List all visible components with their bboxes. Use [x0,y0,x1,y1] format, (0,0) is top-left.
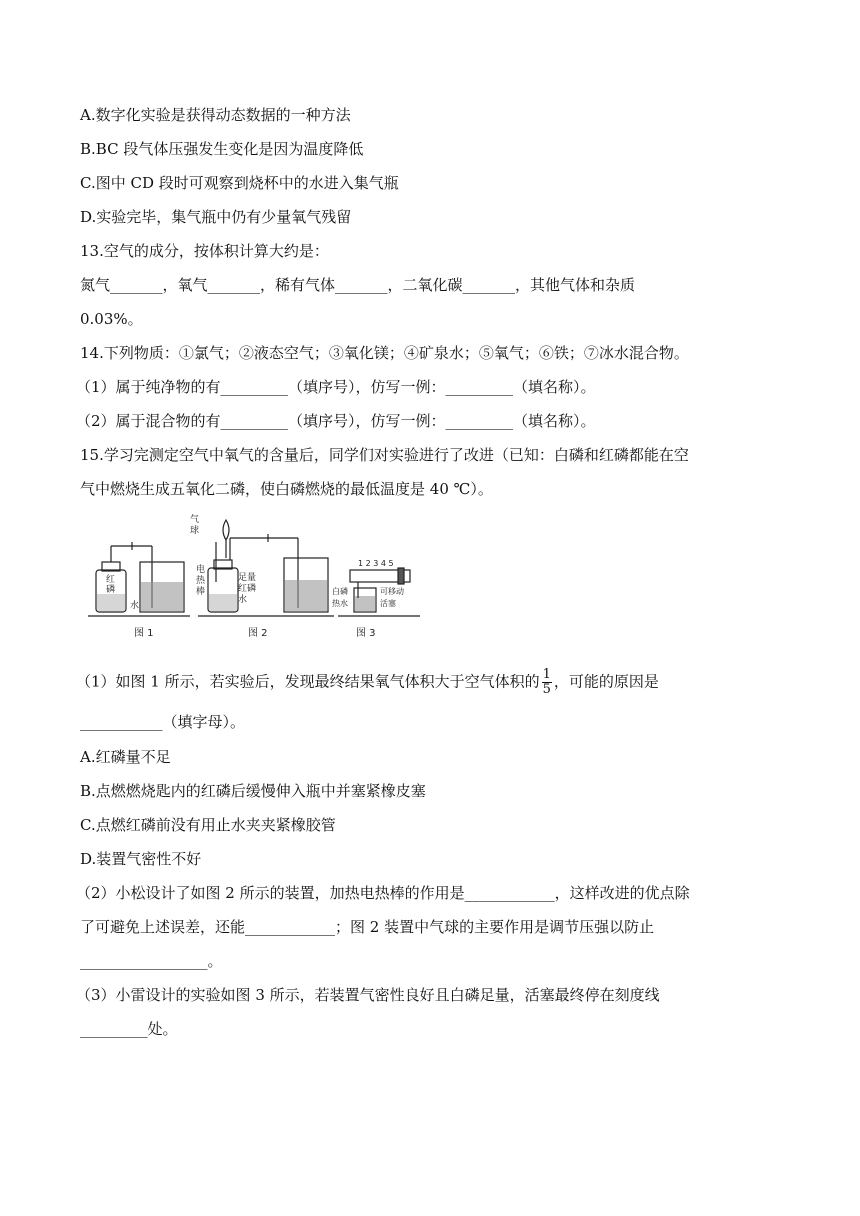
fig3-scale: 1 2 3 4 5 [358,559,394,568]
experiment-figures [88,512,428,647]
question-15-part1-blank: ___________（填字母）。 [80,713,246,731]
question-15-part1 [76,668,659,697]
question-15-part3: （3）小雷设计的实验如图 3 所示，若装置气密性良好且白磷足量，活塞最终停在刻度线 [76,986,660,1004]
fig1-label-water: 水 [130,601,140,611]
fig3-label-piston-2: 活塞 [380,599,396,608]
part1-text-a: （1）如图 1 所示，若实验后，发现最终结果氧气体积大于空气体积的 [76,672,540,691]
option-b-line: B.BC 段气体压强发生变化是因为温度降低 [80,140,364,158]
fig2-label-rod-2: 热 [196,576,206,586]
fraction-numerator: 1 [542,667,551,682]
figure-2-apparatus [198,520,334,616]
fig2-label-balloon-2: 球 [190,526,200,536]
fig2-label-water: 水 [238,595,248,605]
question-14-title: 14.下列物质：①氯气；②液态空气；③氧化镁；④矿泉水；⑤氧气；⑥铁；⑦冰水混合物。 [80,344,689,362]
question-15-title-cont: 气中燃烧生成五氧化二磷，使白磷燃烧的最低温度是 40 ℃）。 [80,480,493,498]
fig3-label-whitep: 白磷 [332,587,348,596]
option-c-line: C.图中 CD 段时可观察到烧杯中的水进入集气瓶 [80,174,399,192]
fig2-label-rod-3: 棒 [196,587,206,597]
fraction-one-fifth [542,668,552,697]
choice-b: B.点燃燃烧匙内的红磷后缓慢伸入瓶中并塞紧橡皮塞 [80,782,426,800]
fig3-caption: 图 3 [356,628,376,639]
fig1-label-red: 红 [106,575,116,585]
choice-c: C.点燃红磷前没有用止水夹夹紧橡胶管 [80,816,336,834]
option-a-line: A.数字化实验是获得动态数据的一种方法 [80,106,351,124]
fig2-label-redp: 红磷 [238,584,257,594]
question-15-part2-blank: _________________。 [80,952,223,970]
fraction-denominator: 5 [542,682,551,697]
question-15-title: 15.学习完测定空气中氧气的含量后，同学们对实验进行了改进（已知：白磷和红磷都能在空 [80,446,689,464]
option-d-line: D.实验完毕，集气瓶中仍有少量氧气残留 [80,208,352,226]
question-14-part1: （1）属于纯净物的有_________（填序号），仿写一例：_________（填名称）。 [76,378,596,396]
question-13-blanks: 氮气_______，氧气_______，稀有气体_______，二氧化碳_______，其他气体和杂质 [80,276,636,294]
part1-text-b: ，可能的原因是 [553,672,659,691]
fig2-label-rod-1: 电 [196,565,206,575]
question-15-part2-cont: 了可避免上述误差，还能____________；图 2 装置中气球的主要作用是调节压强以防止 [80,918,655,936]
fig1-caption: 图 1 [134,628,154,639]
question-13-tail: 0.03%。 [80,310,143,328]
question-14-part2: （2）属于混合物的有_________（填序号），仿写一例：_________（填名称）。 [76,412,596,430]
choice-d: D.装置气密性不好 [80,850,202,868]
question-13-title: 13.空气的成分，按体积计算大约是： [80,242,329,260]
fig3-label-piston-1: 可移动 [380,587,404,596]
question-15-part3-blank: _________处。 [80,1020,178,1038]
fig2-label-amount: 足量 [238,573,257,583]
figure-3-apparatus [338,568,420,616]
fig2-caption: 图 2 [248,628,268,639]
fig3-label-hotwater: 热水 [332,599,348,608]
choice-a: A.红磷量不足 [80,748,171,766]
fig1-label-p: 磷 [106,585,116,595]
fig2-label-balloon-1: 气 [190,515,200,525]
question-15-part2: （2）小松设计了如图 2 所示的装置，加热电热棒的作用是____________，这样改进的优点除 [76,884,690,902]
